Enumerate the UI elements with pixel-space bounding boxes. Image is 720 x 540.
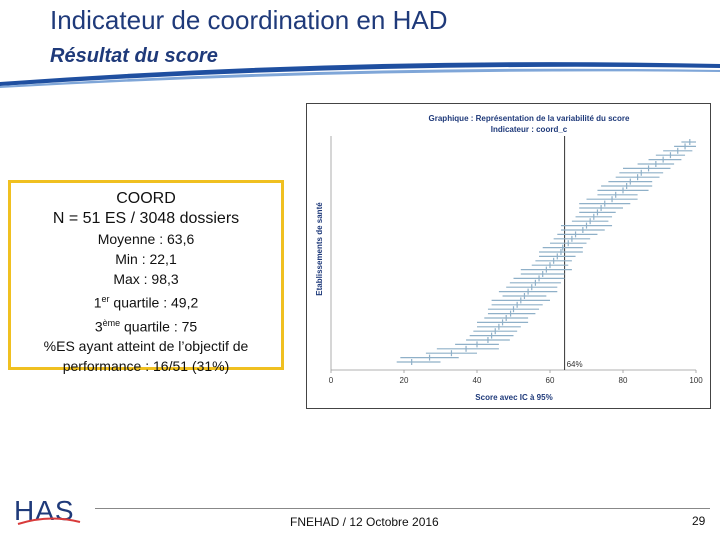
footer-event: FNEHAD / 12 Octobre 2016	[290, 515, 439, 529]
summary-min: Min : 22,1	[115, 251, 177, 267]
x-tick-label: 0	[328, 376, 334, 385]
summary-mean: Moyenne : 63,6	[97, 231, 195, 247]
footer-divider	[95, 508, 710, 509]
chart-subtitle: Indicateur : coord_c	[490, 125, 568, 134]
chart-title: Graphique : Représentation de la variabilité du score	[428, 114, 630, 123]
summary-max: Max : 98,3	[113, 271, 179, 287]
x-tick-label: 40	[472, 376, 482, 385]
x-tick-label: 100	[689, 376, 703, 385]
x-tick-label: 20	[399, 376, 409, 385]
summary-pct-line2: performance : 16/51 (31%)	[62, 358, 230, 375]
summary-q3: 3ème quartile : 75	[94, 317, 198, 335]
summary-q1: 1er quartile : 49,2	[93, 294, 199, 311]
chart-svg	[307, 104, 710, 408]
summary-heading: COORD	[116, 190, 176, 207]
reference-line-label: 64%	[566, 360, 583, 369]
logo-text: HAS	[14, 495, 75, 526]
slide-title: Indicateur de coordination en HAD	[50, 5, 448, 35]
has-logo	[14, 492, 84, 528]
slide-subtitle: Résultat du score	[50, 45, 218, 67]
page-number: 29	[692, 514, 706, 528]
summary-pct-line1: %ES ayant atteint de l’objectif de	[43, 338, 249, 355]
x-tick-label: 80	[618, 376, 628, 385]
variability-chart	[306, 103, 711, 409]
x-tick-label: 60	[545, 376, 555, 385]
summary-n: N = 51 ES / 3048 dossiers	[52, 210, 240, 227]
x-axis-label: Score avec IC à 95%	[475, 393, 553, 402]
y-axis-label: Etablissements de santé	[315, 202, 324, 296]
header-swoosh	[0, 58, 720, 88]
plot-area	[329, 136, 703, 385]
summary-box	[8, 180, 284, 375]
